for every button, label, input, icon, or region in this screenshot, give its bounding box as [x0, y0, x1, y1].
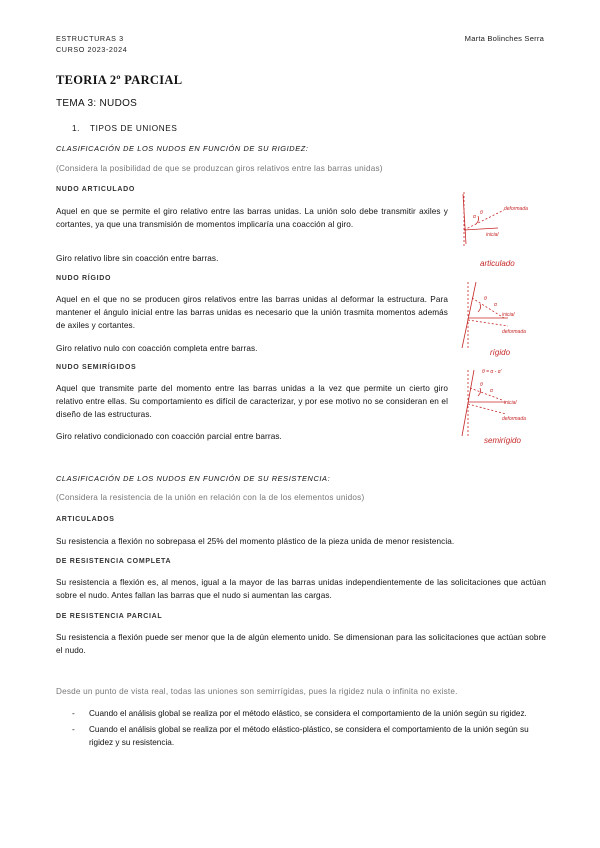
articulado-label: NUDO ARTICULADO	[56, 186, 136, 193]
section-number: 1.	[72, 124, 81, 133]
articulado-diagram	[458, 188, 548, 270]
rigido-fig-label-deformada: deformada	[502, 329, 526, 335]
articulados-label: ARTICULADOS	[56, 516, 115, 523]
articulado-fig-label-alpha: α	[473, 214, 476, 220]
closing-bullet-list	[72, 707, 546, 752]
rigido-fig-caption: rígido	[490, 348, 511, 357]
page-title: TEORIA 2º PARCIAL	[56, 73, 183, 87]
rigido-text: Aquel en el que no se producen giros relativos entre las barras unidas al deformar la estructura. Para mantener el ángulo inicial entre las barras unidas es necesario que la unión trasmita momentos además de axiles y cortantes.	[56, 295, 448, 330]
articulado-fig-label-deformada: deformada	[504, 206, 528, 212]
semirigido-fig-label-formula: θ = α - α'	[482, 369, 502, 375]
rigido-fig-label-theta: θ	[484, 296, 487, 302]
semirigido-fig-label-inicial: inicial	[504, 400, 517, 406]
rigidez-heading: CLASIFICACIÓN DE LOS NUDOS EN FUNCIÓN DE SU RIGIDEZ:	[56, 144, 309, 153]
rigido-fig-label-inicial: inicial	[502, 312, 515, 318]
semirigido-fig-label-alpha: α	[490, 388, 493, 394]
articulado-text: Aquel en que se permite el giro relativo entre las barras unidas. La unión solo debe transmitir axiles y cortantes, ya que una transmisión de momentos implicaría una coacción al giro.	[56, 207, 448, 229]
bullet-marker: -	[72, 709, 75, 718]
rigido-diagram	[458, 278, 548, 358]
parcial-text: Su resistencia a flexión puede ser menor que la de algún elemento unido. Se dimensionan para las solicitaciones que actúan sobre el nudo.	[56, 633, 546, 655]
header-course-info	[56, 33, 127, 55]
articulado-fig-label-inicial: inicial	[486, 232, 499, 238]
articulados-text: Su resistencia a flexión no sobrepasa el 25% del momento plástico de la pieza unida de menor resistencia.	[56, 537, 455, 546]
course-name: ESTRUCTURAS 3	[56, 34, 124, 43]
course-year: CURSO 2023-2024	[56, 45, 128, 54]
semirigido-label: NUDO SEMIRÍGIDOS	[56, 364, 137, 371]
closing-intro: Desde un punto de vista real, todas las uniones son semirrígidas, pues la rigidez nula o infinita no existe.	[56, 687, 458, 696]
semirigido-diagram	[458, 364, 548, 446]
semirigido-fig-caption: semirígido	[484, 436, 521, 445]
articulado-summary: Giro relativo libre sin coacción entre barras.	[56, 254, 219, 263]
semirigido-text: Aquel que transmite parte del momento entre las barras unidas a la vez que permite un cierto giro relativo entre ellas. Su comportamiento es difícil de caracterizar, y por ese motivo no se consideran en el diseño de las estructuras.	[56, 384, 448, 419]
rigido-fig-label-alpha: α	[494, 302, 497, 308]
header-author: Marta Bolinches Serra	[464, 34, 544, 43]
bullet-text: Cuando el análisis global se realiza por el método elástico, se considera el comportamiento de la unión según su rigidez.	[89, 709, 527, 718]
topic-title: TEMA 3: NUDOS	[56, 98, 138, 109]
parcial-label: DE RESISTENCIA PARCIAL	[56, 613, 163, 620]
rigido-summary: Giro relativo nulo con coacción completa entre barras.	[56, 344, 258, 353]
completa-text: Su resistencia a flexión es, al menos, igual a la mayor de las barras unidas independientemente de las solicitaciones que actúan sobre el nudo. Antes fallan las barras que el nudo si aumentan las cargas.	[56, 578, 546, 600]
resistencia-heading: CLASIFICACIÓN DE LOS NUDOS EN FUNCIÓN DE SU RESISTENCIA:	[56, 474, 331, 483]
resistencia-note: (Considera la resistencia de la unión en relación con la de los elementos unidos)	[56, 493, 365, 502]
bullet-marker: -	[72, 725, 75, 734]
bullet-text: Cuando el análisis global se realiza por el método elástico-plástico, se considera el comportamiento de la unión según su rigidez y su resistencia.	[89, 725, 529, 747]
semirigido-fig-label-theta: θ	[480, 382, 483, 388]
list-item	[72, 707, 546, 720]
articulado-fig-label-theta: θ	[480, 210, 483, 216]
section-label: TIPOS DE UNIONES	[90, 124, 178, 133]
rigido-label: NUDO RÍGIDO	[56, 275, 112, 282]
completa-label: DE RESISTENCIA COMPLETA	[56, 558, 172, 565]
articulado-fig-caption: articulado	[480, 259, 515, 268]
semirigido-summary: Giro relativo condicionado con coacción parcial entre barras.	[56, 432, 282, 441]
section-heading	[72, 124, 177, 133]
list-item	[72, 723, 546, 749]
rigidez-note: (Considera la posibilidad de que se produzcan giros relativos entre las barras unidas)	[56, 164, 383, 173]
semirigido-fig-label-deformada: deformada	[502, 416, 526, 422]
